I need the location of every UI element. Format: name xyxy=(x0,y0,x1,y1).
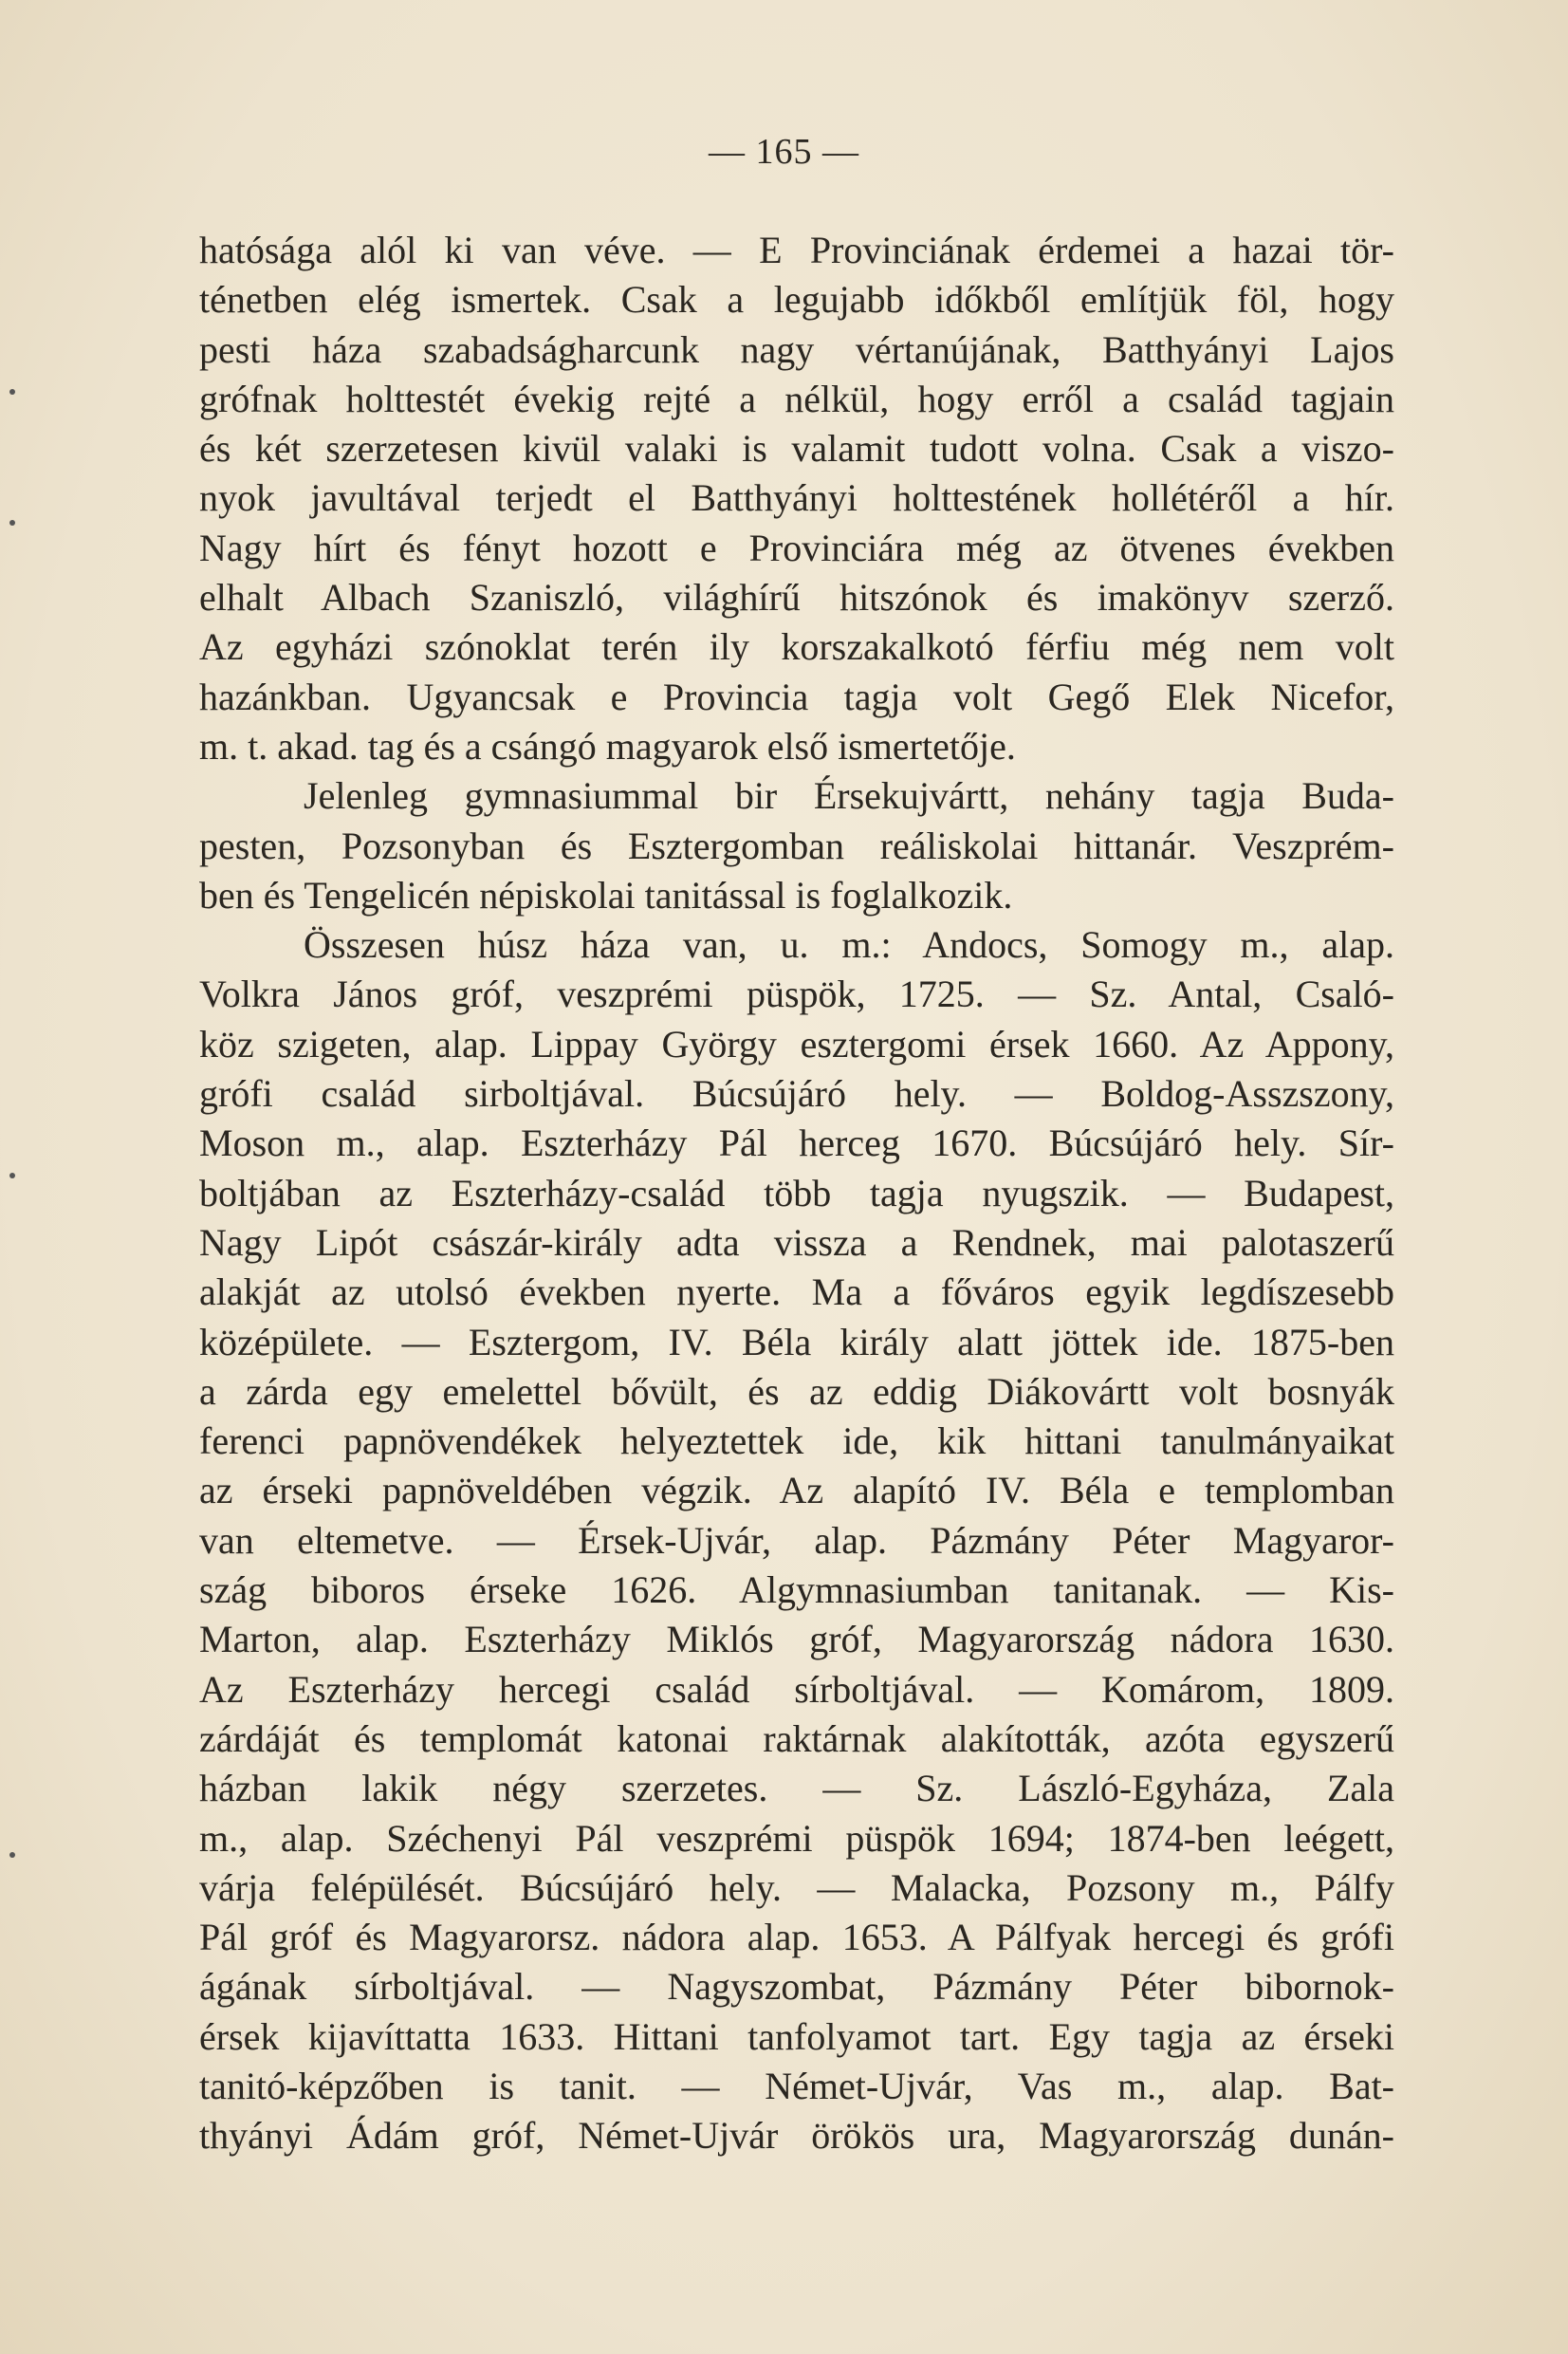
text-line: Marton, alap. Eszterházy Miklós gróf, Magyarország nádora 1630. xyxy=(199,1618,1394,1661)
text-line: pesti háza szabadságharcunk nagy vértanújának, Batthyányi Lajos xyxy=(199,327,1394,371)
text-line: m., alap. Széchenyi Pál veszprémi püspök 1694; 1874-ben leégett, xyxy=(199,1816,1394,1860)
text-line: hazánkban. Ugyancsak e Provincia tagja volt Gegő Elek Nicefor, xyxy=(199,675,1394,718)
margin-mark xyxy=(9,389,15,395)
text-line: Moson m., alap. Eszterházy Pál herceg 1670. Búcsújáró hely. Sír- xyxy=(199,1121,1394,1165)
text-line: várja felépülését. Búcsújáró hely. — Malacka, Pozsony m., Pálfy xyxy=(199,1865,1394,1909)
text-line: házban lakik négy szerzetes. — Sz. László-Egyháza, Zala xyxy=(199,1767,1394,1810)
text-line: érsek kijavíttatta 1633. Hittani tanfolyamot tart. Egy tagja az érseki xyxy=(199,2014,1394,2058)
text-line: az érseki papnöveldében végzik. Az alapító IV. Béla e templomban xyxy=(199,1469,1394,1512)
margin-mark xyxy=(9,520,15,526)
text-line: boltjában az Eszterházy-család több tagja nyugszik. — Budapest, xyxy=(199,1171,1394,1214)
text-line: ben és Tengelicén népiskolai tanitással is foglalkozik. xyxy=(199,873,1013,917)
text-line: Összesen húsz háza van, u. m.: Andocs, Somogy m., alap. xyxy=(304,923,1394,967)
text-line: thyányi Ádám gróf, Német-Ujvár örökös ura, Magyarország dunán- xyxy=(199,2114,1394,2158)
text-line: alakját az utolsó években nyerte. Ma a főváros egyik legdíszesebb xyxy=(199,1270,1394,1314)
text-line: Nagy Lipót császár-király adta vissza a Rendnek, mai palotaszerű xyxy=(199,1220,1394,1264)
page-number: — 165 — xyxy=(709,132,859,172)
text-line: m. t. akad. tag és a csángó magyarok első ismertetője. xyxy=(199,724,1016,768)
text-line: Az Eszterházy hercegi család sírboltjával. — Komárom, 1809. xyxy=(199,1667,1394,1711)
text-line: van eltemetve. — Érsek-Ujvár, alap. Pázmány Péter Magyaror- xyxy=(199,1518,1394,1562)
text-line: hatósága alól ki van véve. — E Provinciának érdemei a hazai tör- xyxy=(199,229,1394,271)
text-line: ágának sírboltjával. — Nagyszombat, Pázmány Péter bibornok- xyxy=(199,1965,1394,2009)
text-line: szág biboros érseke 1626. Algymnasiumban tanitanak. — Kis- xyxy=(199,1568,1394,1612)
text-line: pesten, Pozsonyban és Esztergomban reáliskolai hittanár. Veszprém- xyxy=(199,824,1394,867)
text-line: és két szerzetesen kivül valaki is valamit tudott volna. Csak a viszo- xyxy=(199,427,1394,471)
text-line: grófnak holttestét évekig rejté a nélkül, hogy erről a család tagjain xyxy=(199,377,1394,420)
text-line: ferenci papnövendékek helyeztettek ide, kik hittani tanulmányaikat xyxy=(199,1419,1394,1463)
text-line: ténetben elég ismertek. Csak a legujabb időkből említjük föl, hogy xyxy=(199,278,1394,322)
text-line: Pál gróf és Magyarorsz. nádora alap. 1653. A Pálfyak hercegi és grófi xyxy=(199,1916,1394,1959)
text-line: elhalt Albach Szaniszló, világhírű hitszónok és imakönyv szerző. xyxy=(199,576,1394,620)
text-line: köz szigeten, alap. Lippay György esztergomi érsek 1660. Az Appony, xyxy=(199,1022,1394,1066)
text-line: Az egyházi szónoklat terén ily korszakalkotó férfiu még nem volt xyxy=(199,625,1394,669)
text-line: tanitó-képzőben is tanit. — Német-Ujvár, Vas m., alap. Bat- xyxy=(199,2064,1394,2107)
text-line: középülete. — Esztergom, IV. Béla király alatt jöttek ide. 1875-ben xyxy=(199,1320,1394,1363)
text-line: nyok javultával terjedt el Batthyányi holttestének hollétéről a hír. xyxy=(199,476,1394,520)
text-line: Volkra János gróf, veszprémi püspök, 1725. — Sz. Antal, Csaló- xyxy=(199,973,1394,1016)
text-line: Nagy hírt és fényt hozott e Provinciára még az ötvenes években xyxy=(199,526,1394,569)
margin-mark xyxy=(9,1852,15,1858)
text-line: Jelenleg gymnasiummal bir Érsekujvártt, nehány tagja Buda- xyxy=(304,774,1394,818)
text-line: a zárda egy emelettel bővült, és az eddig Diákovártt volt bosnyák xyxy=(199,1369,1394,1413)
body-text xyxy=(199,226,1394,2161)
text-line: grófi család sirboltjával. Búcsújáró hely. — Boldog-Asszszony, xyxy=(199,1072,1394,1116)
margin-mark xyxy=(9,1173,15,1178)
text-line: zárdáját és templomát katonai raktárnak alakították, azóta egyszerű xyxy=(199,1716,1394,1760)
